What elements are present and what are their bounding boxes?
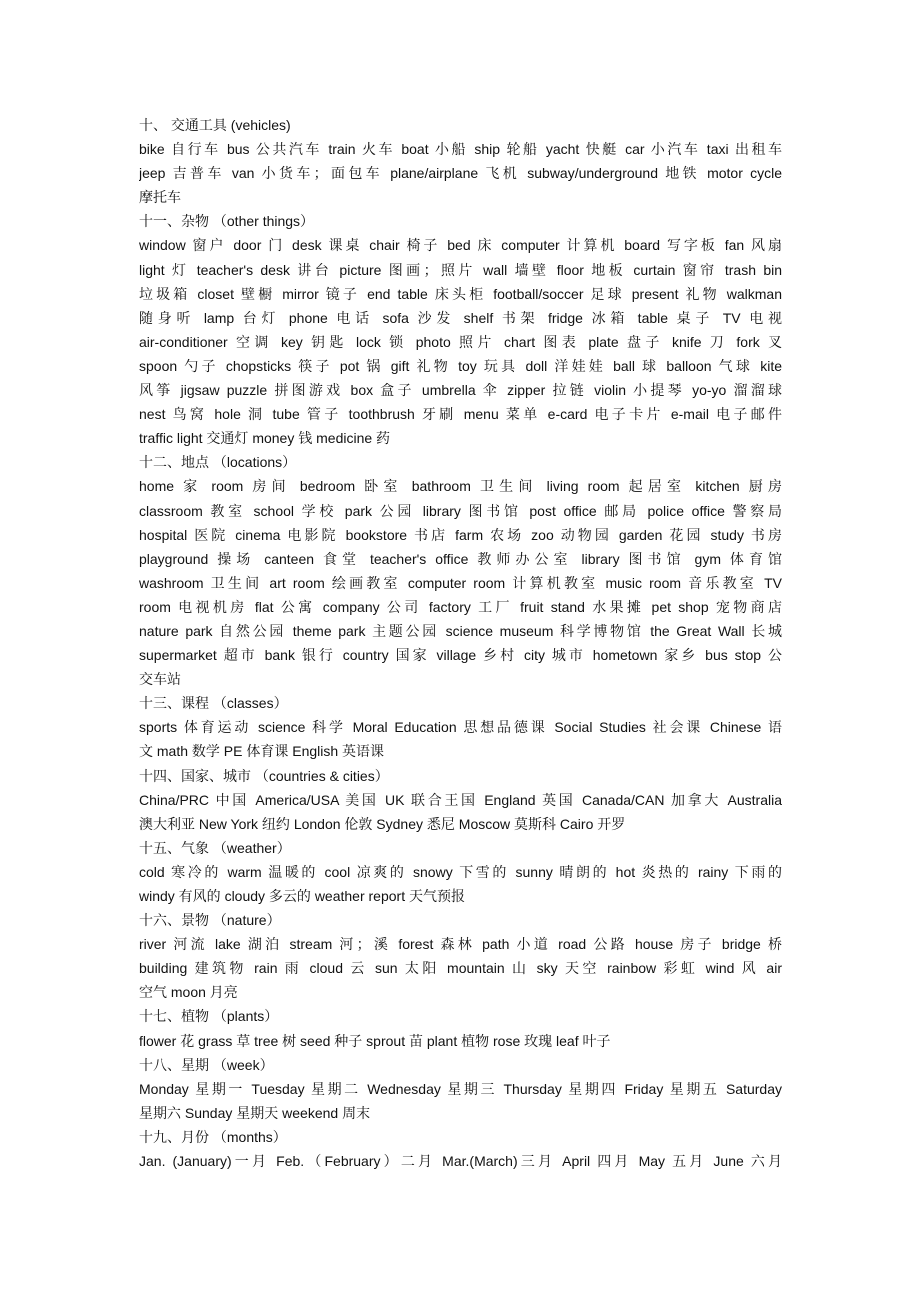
document-page: [139, 113, 782, 1173]
vocab-line: 摩托车: [139, 189, 181, 206]
section-heading: 十九、月份 （months）: [139, 1128, 287, 1145]
vocab-line: 垃圾箱 closet 壁橱 mirror 镜子 end table 床头柜 football/soccer 足球 present 礼物 walkman: [139, 285, 782, 302]
vocab-line: hospital 医院 cinema 电影院 bookstore 书店 farm 农场 zoo 动物园 garden 花园 study 书房: [139, 526, 782, 543]
section-heading: 十二、地点 （locations）: [139, 454, 297, 471]
vocab-line: nest 鸟窝 hole 洞 tube 管子 toothbrush 牙刷 menu 菜单 e-card 电子卡片 e-mail 电子邮件: [139, 406, 782, 423]
vocab-line: China/PRC 中国 America/USA 美国 UK 联合王国 England 英国 Canada/CAN 加拿大 Australia: [139, 791, 782, 808]
vocab-line: Monday 星期一 Tuesday 星期二 Wednesday 星期三 Thursday 星期四 Friday 星期五 Saturday: [139, 1080, 782, 1097]
section-plants: [139, 1004, 782, 1052]
section-heading: 十七、植物 （plants）: [139, 1008, 279, 1025]
section-weather: [139, 836, 782, 908]
vocab-line: 澳大利亚 New York 纽约 London 伦敦 Sydney 悉尼 Moscow 莫斯科 Cairo 开罗: [139, 815, 626, 832]
section-vehicles: [139, 113, 782, 209]
vocab-line: washroom 卫生间 art room 绘画教室 computer room 计算机教室 music room 音乐教室 TV: [139, 574, 782, 591]
vocab-line: 空气 moon 月亮: [139, 984, 238, 1001]
vocab-line: river 河流 lake 湖泊 stream 河；溪 forest 森林 path 小道 road 公路 house 房子 bridge 桥: [139, 936, 782, 953]
vocab-line: 交车站: [139, 671, 181, 688]
section-heading: 十八、星期 （week）: [139, 1056, 274, 1073]
vocab-line: 文 math 数学 PE 体育课 English 英语课: [139, 743, 385, 760]
section-heading: 十三、课程 （classes）: [139, 695, 288, 712]
vocab-line: air-conditioner 空调 key 钥匙 lock 锁 photo 照片 chart 图表 plate 盘子 knife 刀 fork 叉: [139, 333, 782, 350]
section-heading: 十五、气象 （weather）: [139, 839, 291, 856]
vocab-line: 随身听 lamp 台灯 phone 电话 sofa 沙发 shelf 书架 fridge 冰箱 table 桌子 TV 电视: [139, 309, 782, 326]
section-heading: 十四、国家、城市 （countries & cities）: [139, 767, 389, 784]
section-classes: [139, 691, 782, 763]
section-other-things: [139, 209, 782, 450]
vocab-line: Jan. (January)一月 Feb.（February）二月 Mar.(March)三月 April 四月 May 五月 June 六月: [139, 1153, 782, 1170]
section-countries-cities: [139, 764, 782, 836]
vocab-line: flower 花 grass 草 tree 树 seed 种子 sprout 苗 plant 植物 rose 玫瑰 leaf 叶子: [139, 1032, 611, 1049]
vocab-line: 风筝 jigsaw puzzle 拼图游戏 box 盒子 umbrella 伞 zipper 拉链 violin 小提琴 yo-yo 溜溜球: [139, 382, 782, 399]
vocab-line: 星期六 Sunday 星期天 weekend 周末: [139, 1104, 371, 1121]
vocab-line: cold 寒冷的 warm 温暖的 cool 凉爽的 snowy 下雪的 sunny 晴朗的 hot 炎热的 rainy 下雨的: [139, 863, 782, 880]
vocab-line: room 电视机房 flat 公寓 company 公司 factory 工厂 fruit stand 水果摊 pet shop 宠物商店: [139, 598, 782, 615]
vocab-line: traffic light 交通灯 money 钱 medicine 药: [139, 430, 391, 447]
vocab-line: windy 有风的 cloudy 多云的 weather report 天气预报: [139, 888, 465, 904]
section-heading: 十、 交通工具 (vehicles): [139, 117, 291, 133]
vocab-line: nature park 自然公园 theme park 主题公园 science museum 科学博物馆 the Great Wall 长城: [139, 622, 782, 639]
vocab-line: playground 操场 canteen 食堂 teacher's office 教师办公室 library 图书馆 gym 体育馆: [139, 550, 782, 567]
vocab-line: supermarket 超市 bank 银行 country 国家 village 乡村 city 城市 hometown 家乡 bus stop 公: [139, 647, 782, 664]
section-heading: 十六、景物 （nature）: [139, 912, 281, 929]
section-nature: [139, 908, 782, 1004]
vocab-line: classroom 教室 school 学校 park 公园 library 图书馆 post office 邮局 police office 警察局: [139, 502, 782, 519]
vocab-line: home 家 room 房间 bedroom 卧室 bathroom 卫生间 living room 起居室 kitchen 厨房: [139, 478, 782, 495]
vocab-line: spoon 勺子 chopsticks 筷子 pot 锅 gift 礼物 toy 玩具 doll 洋娃娃 ball 球 balloon 气球 kite: [139, 357, 782, 374]
vocab-line: sports 体育运动 science 科学 Moral Education 思想品德课 Social Studies 社会课 Chinese 语: [139, 719, 782, 736]
section-week: [139, 1053, 782, 1125]
vocab-line: light 灯 teacher's desk 讲台 picture 图画；照片 wall 墙壁 floor 地板 curtain 窗帘 trash bin: [139, 261, 782, 278]
vocab-line: building 建筑物 rain 雨 cloud 云 sun 太阳 mountain 山 sky 天空 rainbow 彩虹 wind 风 air: [139, 960, 782, 977]
section-heading: 十一、杂物 （other things）: [139, 213, 315, 230]
vocab-line: bike 自行车 bus 公共汽车 train 火车 boat 小船 ship 轮船 yacht 快艇 car 小汽车 taxi 出租车: [139, 141, 782, 158]
section-locations: [139, 450, 782, 691]
vocab-line: jeep 吉普车 van 小货车；面包车 plane/airplane 飞机 subway/underground 地铁 motor cycle: [139, 165, 782, 182]
vocab-line: window 窗户 door 门 desk 课桌 chair 椅子 bed 床 computer 计算机 board 写字板 fan 风扇: [139, 237, 782, 254]
section-months: [139, 1125, 782, 1173]
